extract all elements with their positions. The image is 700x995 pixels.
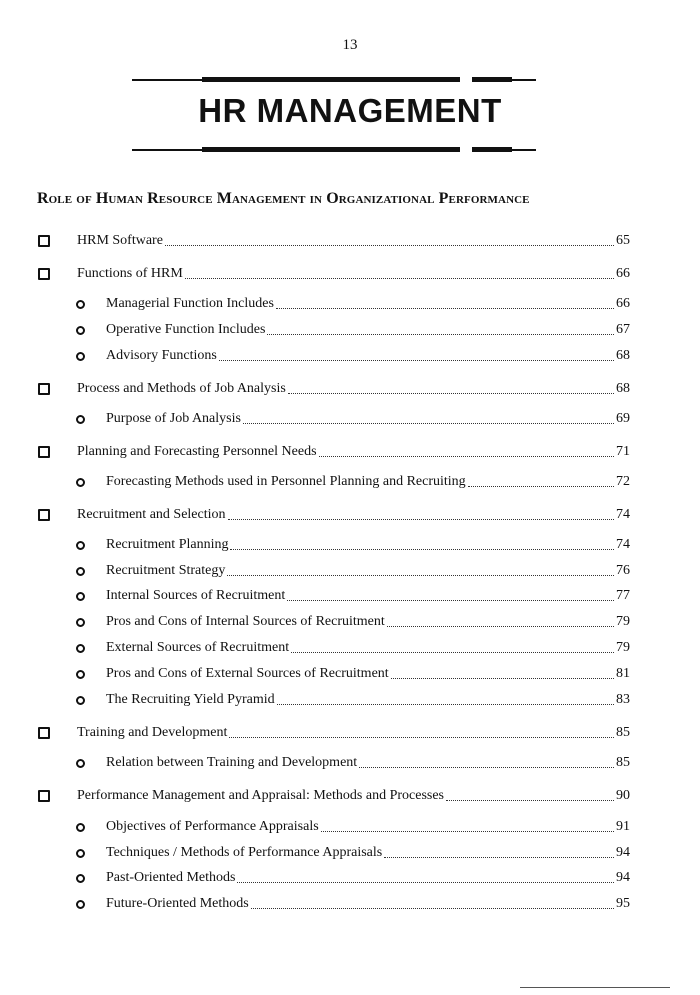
- toc-page-number: 74: [616, 537, 630, 552]
- hollow-circle-bullet-icon: [76, 541, 85, 550]
- hollow-circle-bullet-icon: [76, 300, 85, 309]
- toc-entry-title: Internal Sources of Recruitment: [106, 588, 286, 603]
- toc-entry-title: Recruitment Planning: [106, 537, 229, 552]
- toc-entry-title: Process and Methods of Job Analysis: [77, 381, 286, 396]
- toc-entry: [38, 438, 630, 460]
- dot-leader: [185, 278, 614, 279]
- dot-leader: [276, 308, 614, 309]
- toc-page-number: 65: [616, 233, 630, 248]
- toc-page-number: 66: [616, 296, 630, 311]
- dot-leader: [227, 575, 614, 576]
- toc-entry-title: Past-Oriented Methods: [106, 870, 236, 885]
- toc-page-number: 79: [616, 614, 630, 629]
- toc-entry: [38, 782, 630, 804]
- toc-page-number: 74: [616, 507, 630, 522]
- hollow-circle-bullet-icon: [76, 415, 85, 424]
- dot-leader: [468, 486, 614, 487]
- dot-leader: [359, 767, 614, 768]
- toc-entry-title: Managerial Function Includes: [106, 296, 274, 311]
- footer-rule: [520, 987, 670, 988]
- toc-entry-title: Objectives of Performance Appraisals: [106, 819, 319, 834]
- toc-page-number: 90: [616, 788, 630, 803]
- toc-subentry: [76, 813, 630, 835]
- top-decorative-rule: [132, 77, 536, 83]
- hollow-circle-bullet-icon: [76, 478, 85, 487]
- dot-leader: [229, 737, 614, 738]
- toc-entry-title: Training and Development: [77, 725, 228, 740]
- toc-subentry: [76, 660, 630, 682]
- page-number: 13: [342, 37, 358, 53]
- hollow-circle-bullet-icon: [76, 618, 85, 627]
- toc-entry-title: Advisory Functions: [106, 348, 217, 363]
- dot-leader: [287, 600, 614, 601]
- toc-entry-title: Future-Oriented Methods: [106, 896, 249, 911]
- dot-leader: [387, 626, 614, 627]
- toc-entry-title: Recruitment Strategy: [106, 563, 226, 578]
- toc-entry: [38, 719, 630, 741]
- toc-page-number: 69: [616, 411, 630, 426]
- toc-entry: [38, 260, 630, 282]
- toc-page-number: 85: [616, 725, 630, 740]
- dot-leader: [251, 908, 614, 909]
- hollow-circle-bullet-icon: [76, 352, 85, 361]
- dot-leader: [165, 245, 614, 246]
- toc-entry: [38, 375, 630, 397]
- toc-subentry: [76, 634, 630, 656]
- toc-entry-title: Functions of HRM: [77, 266, 183, 281]
- toc-page-number: 68: [616, 348, 630, 363]
- hollow-circle-bullet-icon: [76, 823, 85, 832]
- hollow-circle-bullet-icon: [76, 567, 85, 576]
- toc-subentry: [76, 342, 630, 364]
- chapter-title: HR MANAGEMENT: [198, 92, 502, 129]
- toc-subentry: [76, 531, 630, 553]
- toc-page-number: 81: [616, 666, 630, 681]
- toc-page-number: 77: [616, 588, 630, 603]
- section-heading: Role of Human Resource Management in Organizational Performance: [37, 190, 530, 207]
- dot-leader: [321, 831, 614, 832]
- hollow-circle-bullet-icon: [76, 874, 85, 883]
- checkbox-square-icon: [38, 235, 50, 247]
- dot-leader: [267, 334, 614, 335]
- dot-leader: [319, 456, 614, 457]
- toc-page-number: 76: [616, 563, 630, 578]
- toc-entry-title: Planning and Forecasting Personnel Needs: [77, 444, 317, 459]
- toc-page-number: 91: [616, 819, 630, 834]
- toc-page-number: 85: [616, 755, 630, 770]
- checkbox-square-icon: [38, 727, 50, 739]
- bottom-decorative-rule: [132, 147, 536, 153]
- toc-subentry: [76, 608, 630, 630]
- toc-subentry: [76, 405, 630, 427]
- toc-subentry: [76, 316, 630, 338]
- toc-page-number: 95: [616, 896, 630, 911]
- toc-page-number: 94: [616, 870, 630, 885]
- toc-subentry: [76, 686, 630, 708]
- toc-page-number: 67: [616, 322, 630, 337]
- dot-leader: [384, 857, 614, 858]
- toc-entry-title: External Sources of Recruitment: [106, 640, 290, 655]
- dot-leader: [228, 519, 614, 520]
- toc-page-number: 68: [616, 381, 630, 396]
- toc-subentry: [76, 839, 630, 861]
- toc-subentry: [76, 864, 630, 886]
- dot-leader: [288, 393, 614, 394]
- dot-leader: [243, 423, 614, 424]
- toc-subentry: [76, 557, 630, 579]
- toc-entry-title: Purpose of Job Analysis: [106, 411, 241, 426]
- toc-page-number: 72: [616, 474, 630, 489]
- checkbox-square-icon: [38, 446, 50, 458]
- toc-page-number: 71: [616, 444, 630, 459]
- hollow-circle-bullet-icon: [76, 326, 85, 335]
- checkbox-square-icon: [38, 268, 50, 280]
- toc-entry-title: Performance Management and Appraisal: Methods and Processes: [77, 788, 445, 803]
- toc-entry-title: Pros and Cons of External Sources of Recruitment: [106, 666, 389, 681]
- toc-entry-title: Recruitment and Selection: [77, 507, 226, 522]
- toc-subentry: [76, 749, 630, 771]
- toc-entry-title: The Recruiting Yield Pyramid: [106, 692, 275, 707]
- toc-subentry: [76, 290, 630, 312]
- dot-leader: [219, 360, 614, 361]
- dot-leader: [230, 549, 614, 550]
- toc-entry-title: Forecasting Methods used in Personnel Planning and Recruiting: [106, 474, 466, 489]
- toc-page-number: 79: [616, 640, 630, 655]
- toc-entry-title: Pros and Cons of Internal Sources of Recruitment: [106, 614, 385, 629]
- toc-entry-title: Operative Function Includes: [106, 322, 266, 337]
- toc-entry-title: HRM Software: [77, 233, 163, 248]
- hollow-circle-bullet-icon: [76, 849, 85, 858]
- toc-entry-title: Techniques / Methods of Performance Appraisals: [106, 845, 383, 860]
- toc-entry-title: Relation between Training and Development: [106, 755, 358, 770]
- dot-leader: [237, 882, 614, 883]
- toc-page-number: 66: [616, 266, 630, 281]
- toc-page-number: 94: [616, 845, 630, 860]
- hollow-circle-bullet-icon: [76, 644, 85, 653]
- dot-leader: [446, 800, 614, 801]
- toc-subentry: [76, 890, 630, 912]
- hollow-circle-bullet-icon: [76, 900, 85, 909]
- hollow-circle-bullet-icon: [76, 759, 85, 768]
- hollow-circle-bullet-icon: [76, 696, 85, 705]
- hollow-circle-bullet-icon: [76, 592, 85, 601]
- toc-subentry: [76, 468, 630, 490]
- toc-entry: [38, 501, 630, 523]
- dot-leader: [277, 704, 614, 705]
- checkbox-square-icon: [38, 509, 50, 521]
- checkbox-square-icon: [38, 383, 50, 395]
- toc-entry: [38, 227, 630, 249]
- toc-page-number: 83: [616, 692, 630, 707]
- checkbox-square-icon: [38, 790, 50, 802]
- hollow-circle-bullet-icon: [76, 670, 85, 679]
- dot-leader: [291, 652, 614, 653]
- dot-leader: [391, 678, 614, 679]
- toc-subentry: [76, 582, 630, 604]
